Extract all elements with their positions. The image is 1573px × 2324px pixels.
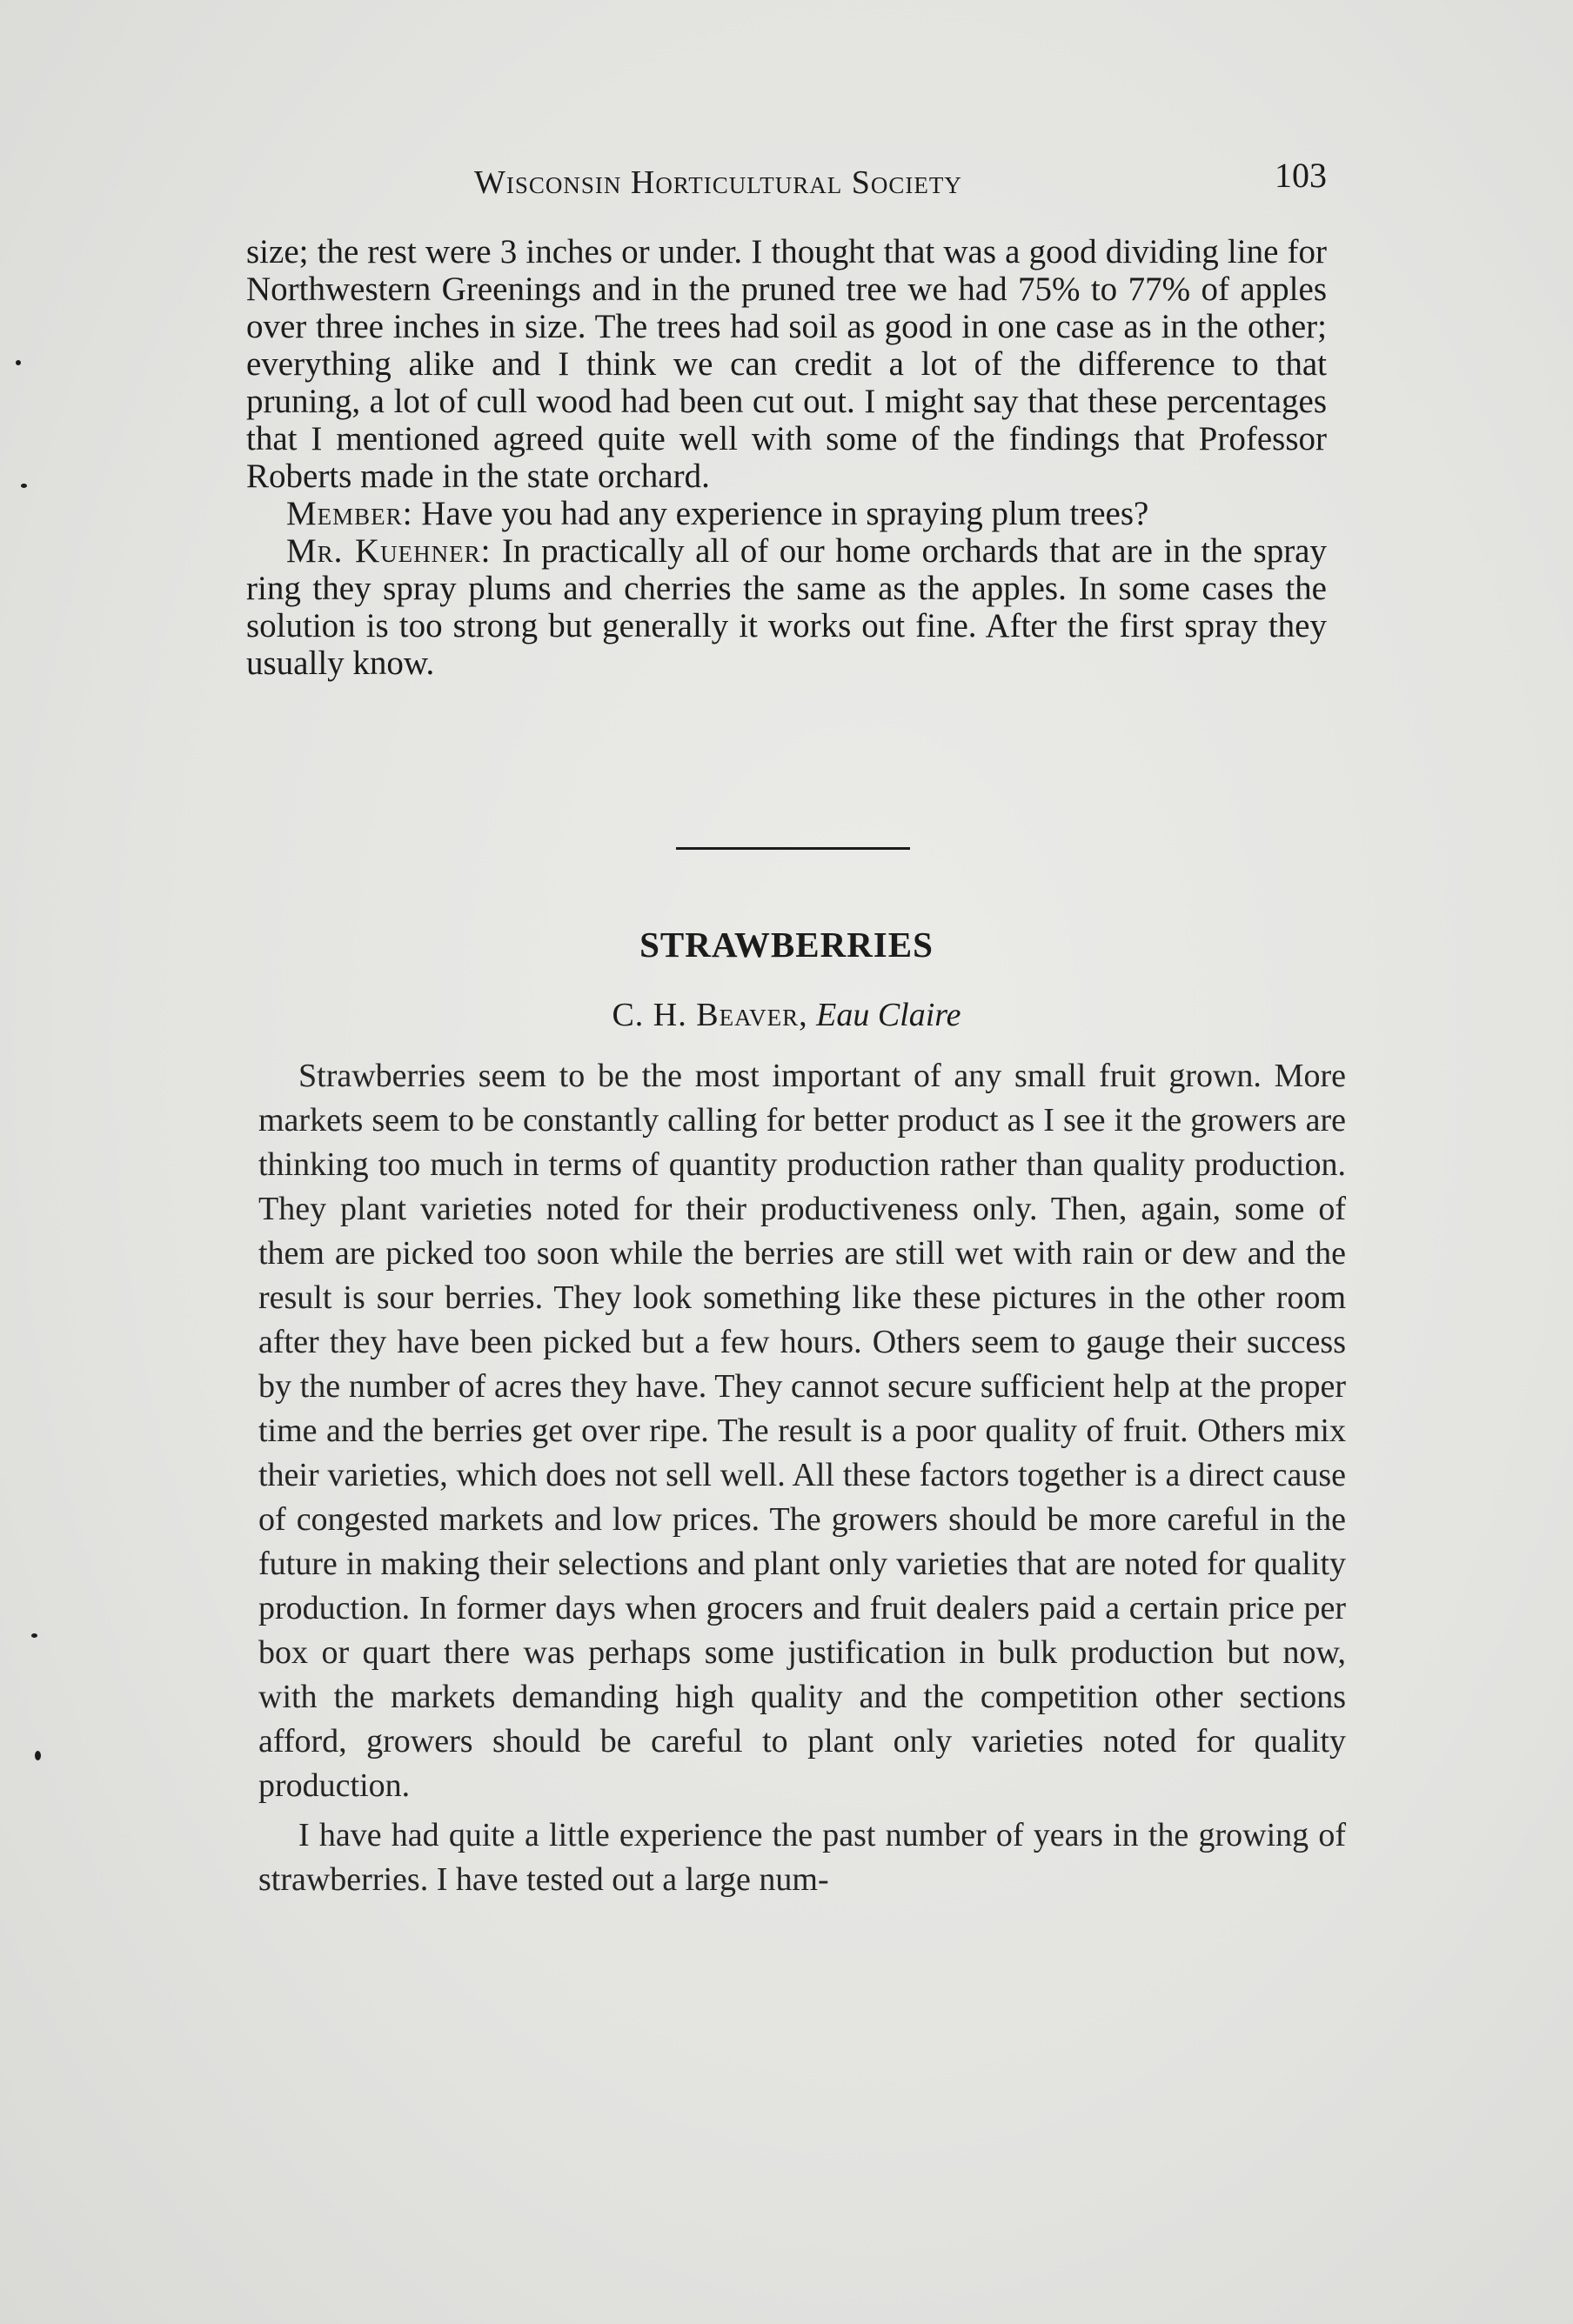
page-number: 103 [1275, 156, 1327, 195]
running-header [474, 155, 1327, 207]
header-title: Wisconsin Horticultural Society [474, 164, 962, 201]
question-text: Have you had any experience in spraying plum trees? [421, 495, 1149, 532]
article-title: STRAWBERRIES [639, 925, 934, 965]
article-body [258, 1054, 1346, 1902]
margin-speck [16, 360, 21, 365]
article-paragraph: I have had quite a little experience the past number of years in the growing of strawberries. I have tested out a large num- [258, 1817, 1346, 1898]
continued-paragraph: size; the rest were 3 inches or under. I thought that was a good dividing line for Northwestern Greenings and in the pruned tree we had 75% to 77% of apples over three inches in size. The trees had soil as good in one case as in the other; everything alike and I think we can credit a lot of the difference to that pruning, a lot of cull wood had been cut out. I might say that these percentages that I mentioned agreed quite well with some of the findings that Professor Roberts made in the state orchard. [246, 233, 1327, 495]
article-paragraph: Strawberries seem to be the most important of any small fruit grown. More markets seem to be constantly calling for better product as I see it the growers are thinking too much in terms of quantity production rather than quality production. They plant varieties noted for their productiveness only. Then, again, some of them are picked too soon while the berries are still wet with rain or dew and the result is sour berries. They look something like these pictures in the other room after they have been picked but a few hours. Others seem to gauge their success by the number of acres they have. They cannot secure sufficient help at the proper time and the berries get over ripe. The result is a poor quality of fruit. Others mix their varieties, which does not sell well. All these factors together is a direct cause of congested markets and low prices. The growers should be more careful in the future in making their selections and plant only varieties that are noted for quality production. In former days when grocers and fruit dealers paid a certain price per box or quart there was perhaps some justification in bulk production but now, with the markets demanding high quality and the competition other sections afford, growers should be careful to plant only varieties noted for quality production. [258, 1058, 1346, 1804]
question-speaker: Member: [286, 495, 413, 532]
question-paragraph [246, 495, 1327, 532]
margin-speck [21, 484, 27, 488]
author-name: C. H. Beaver, [612, 997, 808, 1033]
article-byline [0, 996, 1573, 1034]
author-place: Eau Claire [816, 997, 961, 1033]
answer-paragraph [246, 532, 1327, 682]
answer-speaker: Mr. Kuehner: [286, 532, 492, 570]
answer-text: In practically all of our home orchards that are in the spray ring they spray plums and cherries the same as the apples. In some cases the solution is too strong but generally it works out fine. After the first spray they usually know. [246, 532, 1327, 682]
section-divider [676, 847, 910, 850]
margin-speck [31, 1633, 37, 1638]
margin-speck [35, 1751, 41, 1760]
continued-text [246, 233, 1327, 682]
